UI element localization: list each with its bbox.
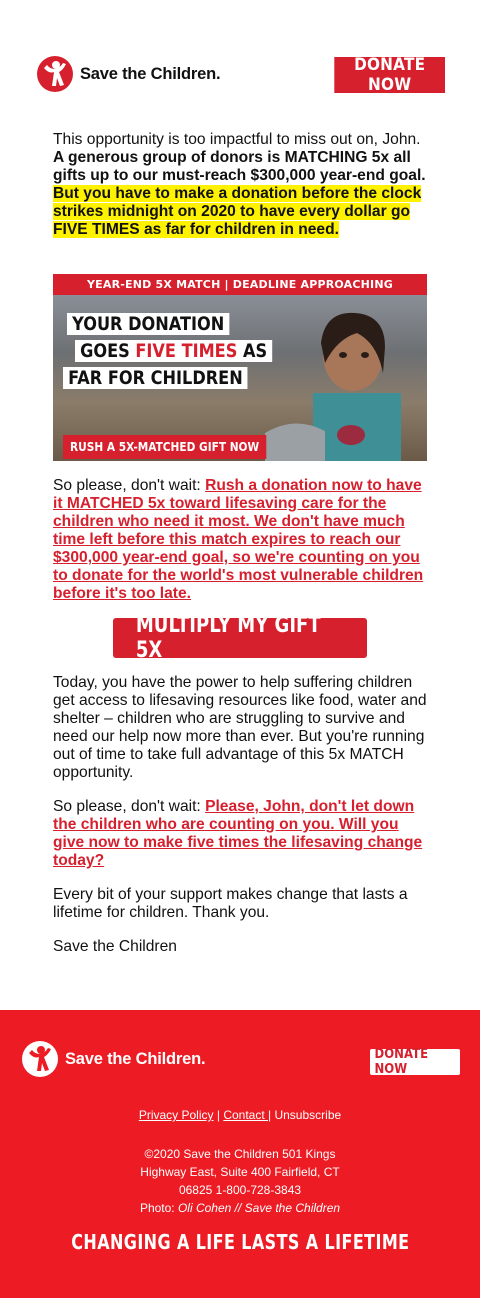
match-banner-image[interactable] xyxy=(53,274,427,461)
multiply-gift-button[interactable] xyxy=(113,613,367,663)
address-line-1: ©2020 Save the Children 501 Kings xyxy=(144,1147,336,1161)
child-figure-icon xyxy=(36,55,74,93)
banner-line-3: FAR FOR CHILDREN xyxy=(63,367,248,389)
banner-deadline-bar: YEAR-END 5X MATCH | DEADLINE APPROACHING xyxy=(53,274,427,295)
para2-lead: So please, don't wait: xyxy=(53,477,206,494)
para2-section xyxy=(53,477,428,619)
rush-donation-link[interactable]: Rush a donation now to have it MATCHED 5x toward lifesaving care for the children who need it most. We don't have much time left before this match expires to reach our $300,000 year-end goal, so we're counting on you to donate for the world's most vulnerable children before it's too late. xyxy=(53,477,424,602)
link-separator: | xyxy=(213,1108,224,1122)
footer-logo-text: Save the Children. xyxy=(65,1049,206,1068)
intro-highlight-text: But you have to make a donation before the clock strikes midnight on 2020 to have every dollar go FIVE TIMES as far for children in need. xyxy=(53,185,422,238)
child-photo xyxy=(265,303,405,461)
intro-section xyxy=(53,131,428,255)
intro-text: This opportunity is too impactful to miss out on, John. xyxy=(53,131,421,148)
footer xyxy=(0,1010,480,1298)
banner-rush-gift-button[interactable]: RUSH A 5X-MATCHED GIFT NOW xyxy=(63,435,266,459)
give-now-link[interactable]: Please, John, don't let down the children who are counting on you. Will you give now to make five times the lifesaving change today? xyxy=(53,798,423,869)
footer-tagline xyxy=(0,1230,480,1254)
banner-five-times: FIVE TIMES xyxy=(135,340,238,362)
para3: Today, you have the power to help suffering children get access to lifesaving resources like food, water and shelter – children who are struggling to survive and need our help now more than ever. But you're running out of time to take full advantage of this 5x MATCH opportunity. xyxy=(53,674,427,781)
banner-line-2 xyxy=(75,340,272,362)
link-separator: | xyxy=(268,1108,275,1122)
tagline-text: CHANGING A LIFE LASTS A LIFETIME xyxy=(70,1230,410,1254)
address-line-3: 06825 1-800-728-3843 xyxy=(178,1183,302,1197)
footer-address xyxy=(0,1145,480,1217)
para4 xyxy=(53,798,428,870)
para5: Every bit of your support makes change that lasts a lifetime for children. Thank you. xyxy=(53,886,408,921)
para4-lead: So please, don't wait: xyxy=(53,798,206,815)
intro-paragraph xyxy=(53,131,428,239)
body-section xyxy=(53,674,428,972)
footer-logo[interactable] xyxy=(21,1040,205,1078)
multiply-gift-label: MULTIPLY MY GIFT 5X xyxy=(135,613,321,663)
privacy-policy-link[interactable]: Privacy Policy xyxy=(138,1108,214,1122)
donate-now-button[interactable]: DONATE NOW xyxy=(334,57,445,93)
intro-bold-text: A generous group of donors is MATCHING 5x all gifts up to our must-reach $300,000 year-end goal. xyxy=(53,149,426,184)
email-header xyxy=(36,55,446,95)
unsubscribe-link[interactable]: Unsubscribe xyxy=(274,1108,342,1122)
contact-link[interactable]: Contact xyxy=(223,1108,269,1122)
signature: Save the Children xyxy=(53,938,177,955)
photo-credit-name: Oli Cohen // Save the Children xyxy=(177,1201,341,1215)
footer-donate-label: DONATE NOW xyxy=(374,1047,429,1077)
footer-links xyxy=(0,1108,480,1122)
save-the-children-logo[interactable] xyxy=(36,55,220,93)
child-figure-icon xyxy=(21,1040,59,1078)
logo-text: Save the Children. xyxy=(80,64,221,83)
banner-photo xyxy=(53,295,427,461)
banner-line-2a: GOES xyxy=(80,340,136,362)
address-line-2: Highway East, Suite 400 Fairfield, CT xyxy=(140,1165,340,1179)
banner-line-2c: AS xyxy=(237,340,268,362)
para2 xyxy=(53,477,428,603)
photo-label: Photo: xyxy=(139,1201,178,1215)
banner-line-1: YOUR DONATION xyxy=(67,313,229,335)
footer-donate-button[interactable] xyxy=(370,1049,460,1075)
photo-credit xyxy=(0,1199,480,1217)
